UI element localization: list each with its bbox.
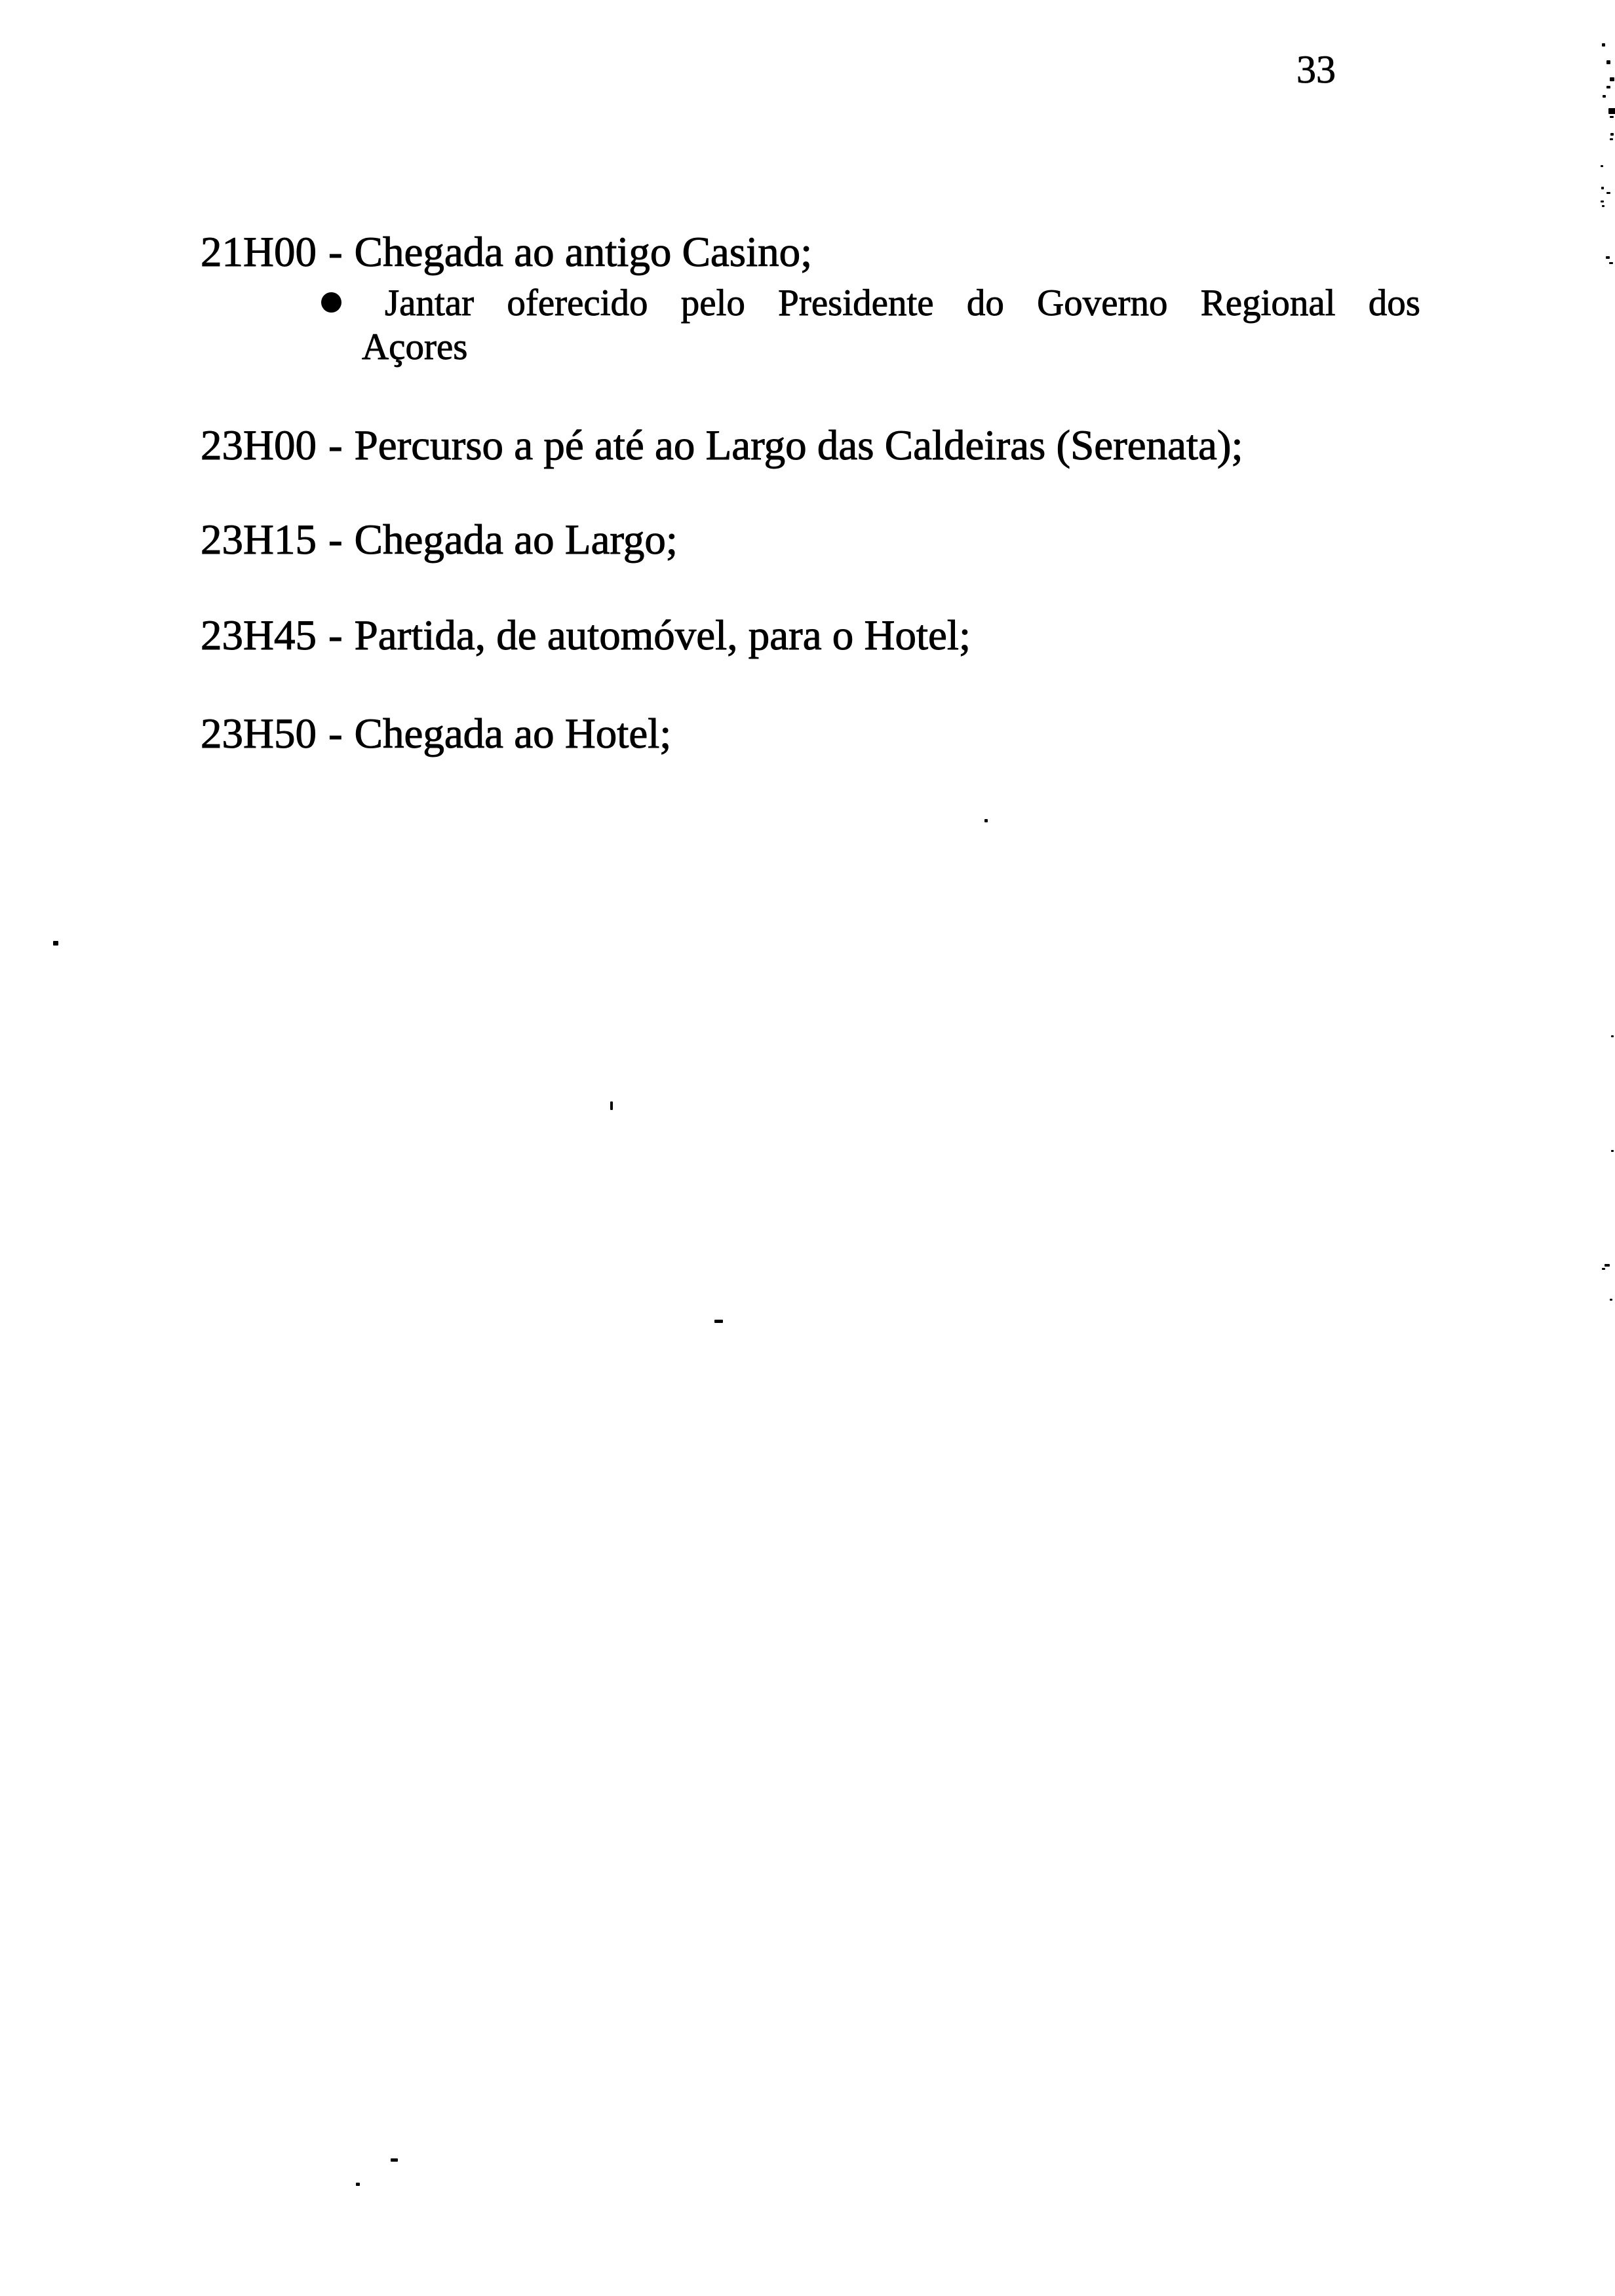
schedule-entry <box>201 612 971 659</box>
scan-speck <box>1610 138 1613 140</box>
scan-speck <box>1606 86 1610 88</box>
scan-speck <box>1611 1150 1614 1152</box>
entry-description: Chegada ao antigo Casino; <box>354 229 813 276</box>
scan-speck <box>53 941 58 946</box>
entry-description: Percurso a pé até ao Largo das Caldeiras (Serenata); <box>354 422 1243 469</box>
entry-separator: - <box>328 422 343 469</box>
bullet-icon <box>321 292 341 313</box>
schedule-entry <box>201 231 812 274</box>
scan-speck <box>1603 95 1606 98</box>
scan-speck <box>1606 192 1610 194</box>
entry-time: 23H00 <box>201 422 317 469</box>
entry-separator: - <box>328 229 343 276</box>
entry-description: Partida, de automóvel, para o Hotel; <box>354 612 971 659</box>
sub-item-line1: Jantar oferecido pelo Presidente do Governo Regional dos <box>385 284 1420 324</box>
scan-speck <box>984 819 988 822</box>
entry-description: Chegada ao Largo; <box>354 516 678 564</box>
entry-time: 23H45 <box>201 612 317 659</box>
schedule-entry <box>201 710 672 757</box>
scan-speck <box>1601 201 1604 202</box>
scan-speck <box>1610 1299 1612 1301</box>
entry-separator: - <box>328 710 343 757</box>
scan-speck <box>610 1101 613 1110</box>
scan-speck <box>1601 165 1603 167</box>
page-number: 33 <box>1296 48 1336 91</box>
scan-speck <box>714 1320 723 1323</box>
entry-time: 23H15 <box>201 516 317 564</box>
schedule-entry <box>201 422 1243 469</box>
scan-speck <box>1606 256 1610 259</box>
sub-item-line2: Açores <box>362 326 468 368</box>
scan-speck <box>391 2158 398 2162</box>
scan-speck <box>1602 1268 1605 1270</box>
schedule-entry <box>201 516 678 564</box>
entry-time: 23H50 <box>201 710 317 757</box>
scan-speck <box>1601 187 1604 189</box>
scan-speck <box>1602 205 1605 207</box>
scan-speck <box>1610 133 1614 136</box>
scan-speck <box>1605 1264 1610 1267</box>
scan-speck <box>1608 108 1615 114</box>
scan-speck <box>1602 43 1605 47</box>
scan-speck <box>1610 116 1614 118</box>
entry-separator: - <box>328 516 343 564</box>
scan-speck <box>1606 60 1610 64</box>
scan-speck <box>1609 262 1613 264</box>
scan-speck <box>1610 77 1614 81</box>
scan-speck <box>1611 1035 1614 1037</box>
entry-time: 21H00 <box>201 229 317 276</box>
entry-separator: - <box>328 612 343 659</box>
scan-speck <box>356 2183 360 2186</box>
entry-description: Chegada ao Hotel; <box>354 710 672 757</box>
